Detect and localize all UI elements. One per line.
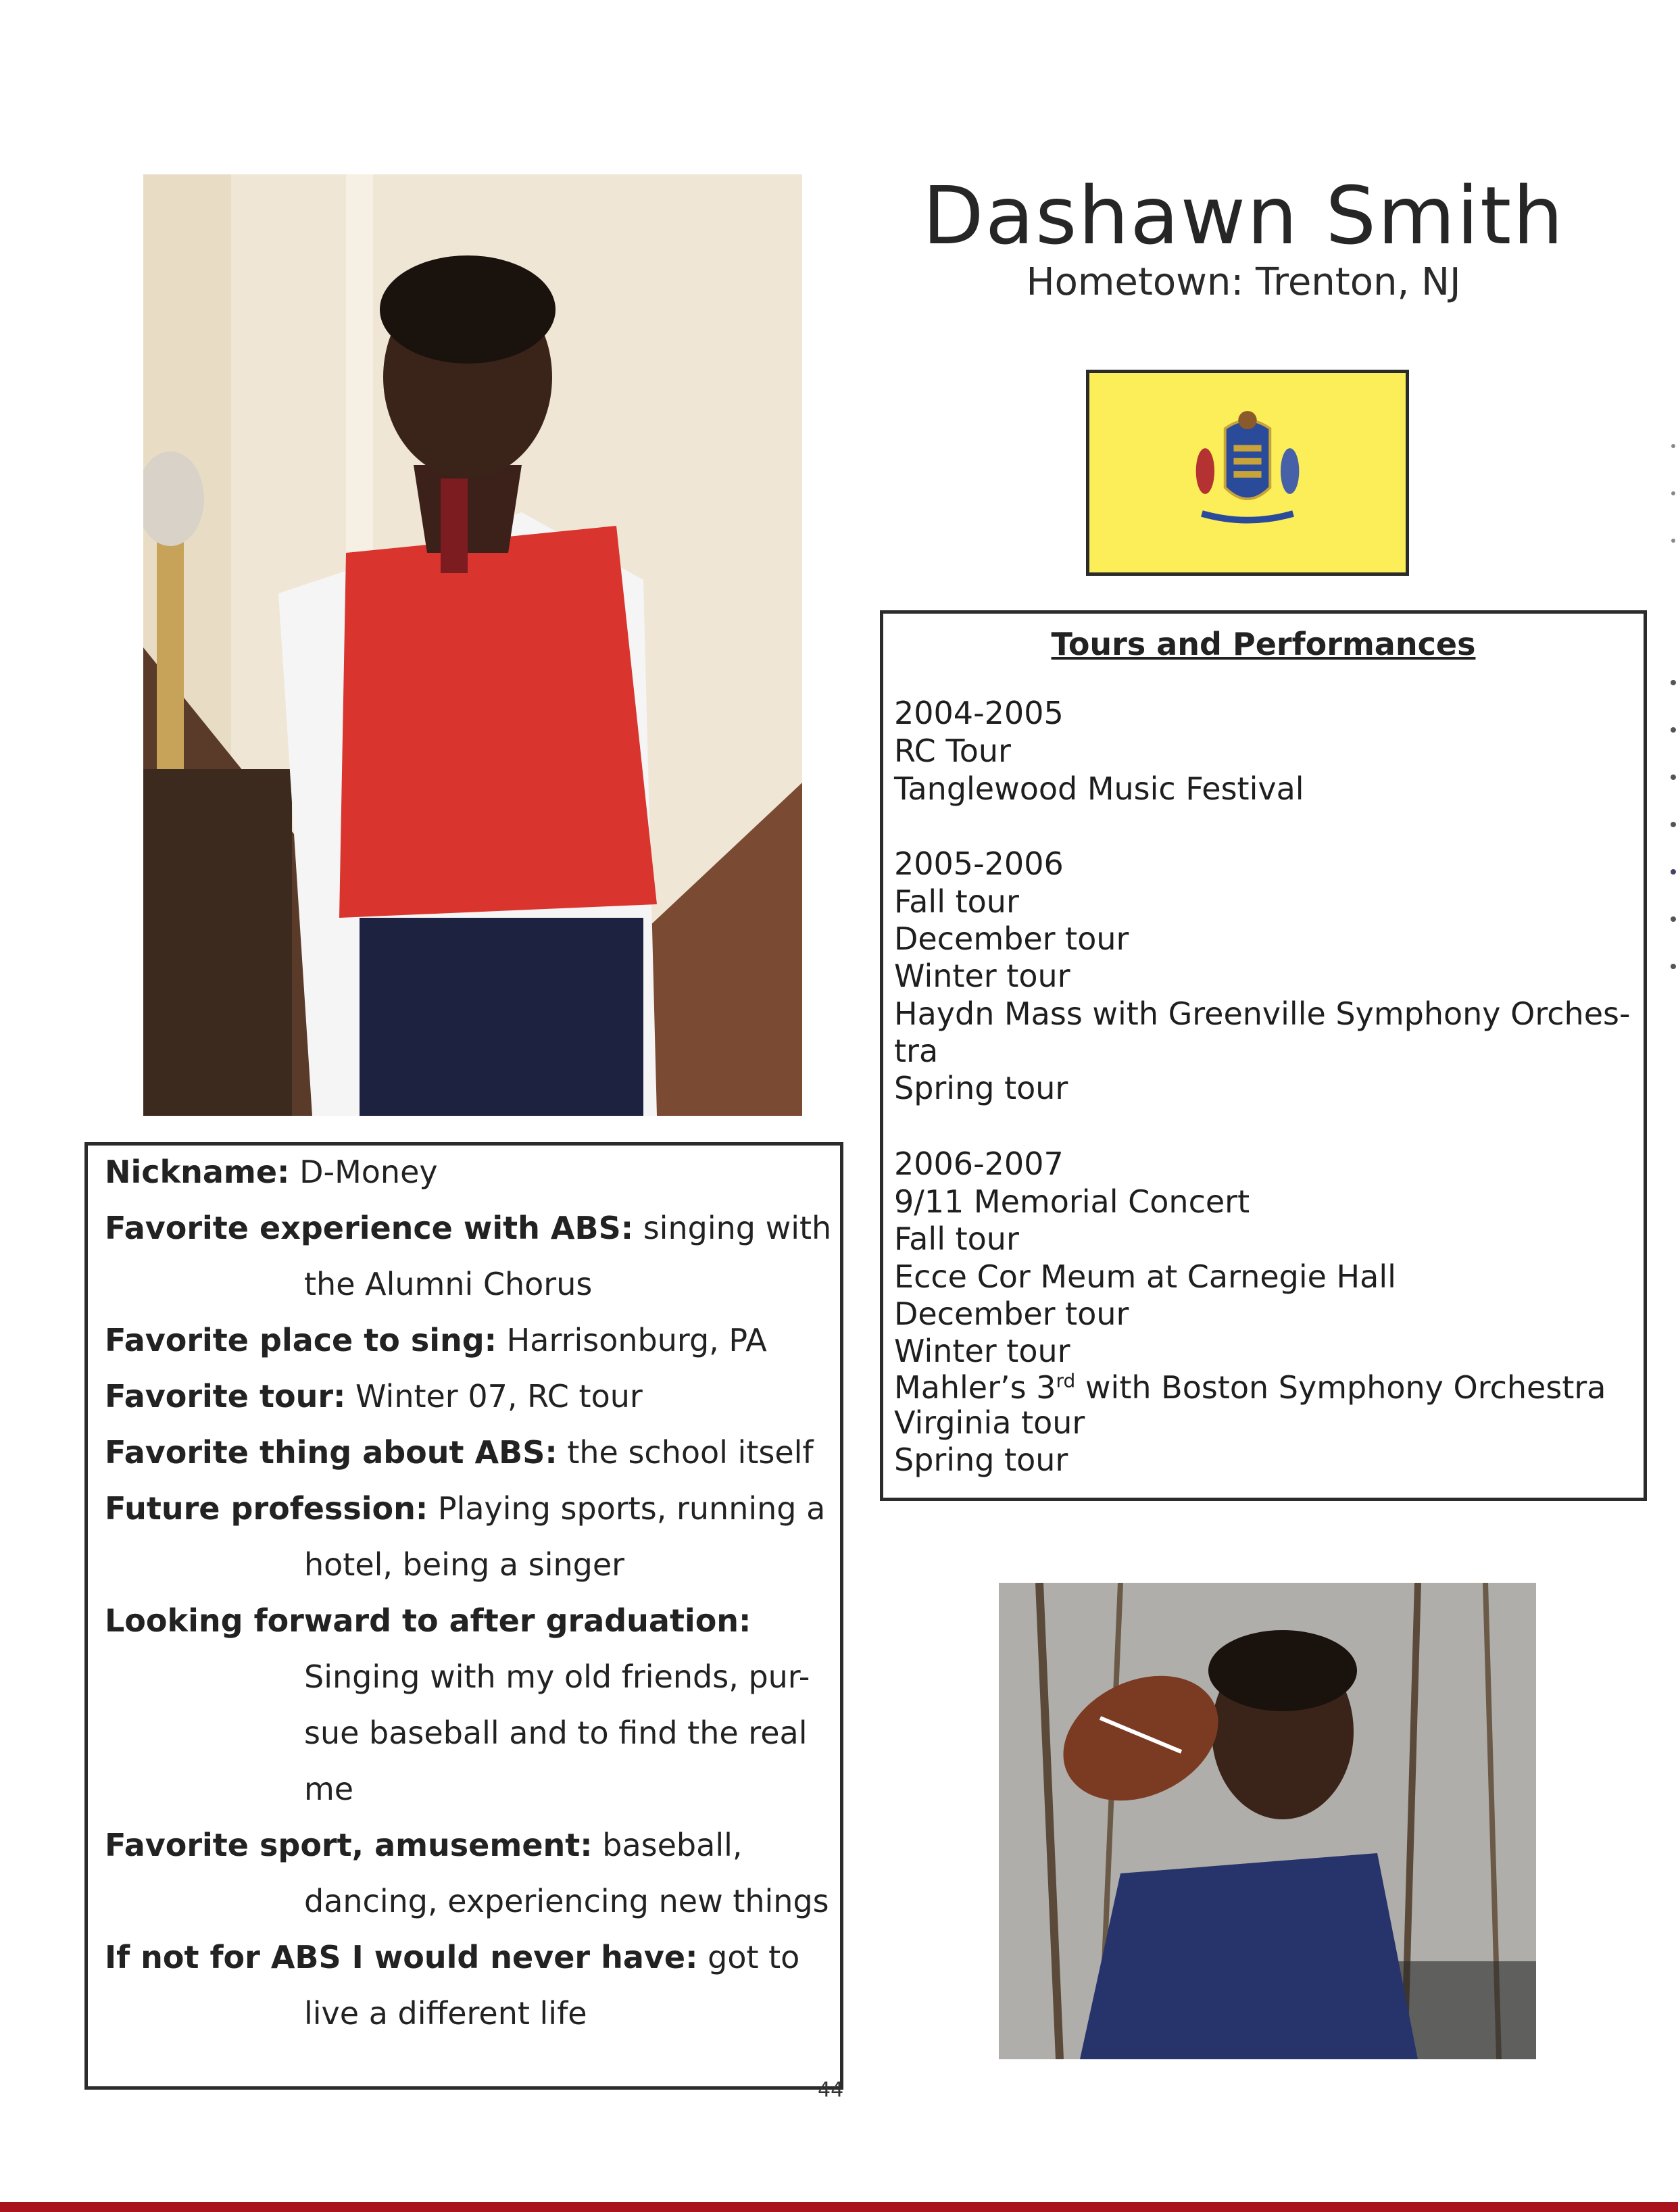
tour-item: Spring tour [894, 1070, 1068, 1106]
mahler-rest: with Boston Symphony Orchestra [1075, 1369, 1606, 1406]
bio-nickname: Nickname: D-Money [105, 1154, 438, 1190]
bottom-border [0, 2202, 1678, 2212]
mahler-superscript: rd [1056, 1369, 1076, 1392]
bio-never-have: If not for ABS I would never have: got to [105, 1939, 800, 1975]
tours-title: Tours and Performances [1051, 626, 1476, 662]
tour-item: tra [894, 1033, 939, 1069]
tour-item: Winter tour [894, 958, 1070, 994]
bio-fav-sport: Favorite sport, amusement: baseball, [105, 1827, 743, 1863]
bio-fav-experience-cont: the Alumni Chorus [304, 1266, 593, 1302]
year-heading: 2005-2006 [894, 845, 1064, 882]
tour-item: 9/11 Memorial Concert [894, 1183, 1250, 1220]
bio-fav-tour: Favorite tour: Winter 07, RC tour [105, 1378, 643, 1415]
tour-item: Fall tour [894, 1221, 1019, 1257]
page-number: 44 [818, 2078, 844, 2102]
adjacent-page-edge [1667, 433, 1678, 987]
bio-fav-experience: Favorite experience with ABS: singing with [105, 1210, 832, 1246]
bio-fav-sport-cont: dancing, experiencing new things [304, 1883, 829, 1919]
bio-fav-thing: Favorite thing about ABS: the school itself [105, 1434, 814, 1471]
tour-item: Fall tour [894, 883, 1019, 920]
mahler-text: Mahler’s 3 [894, 1369, 1056, 1406]
tour-item: RC Tour [894, 733, 1011, 769]
tour-item: Haydn Mass with Greenville Symphony Orches- [894, 996, 1631, 1032]
action-photo [999, 1583, 1536, 2059]
tour-item: December tour [894, 920, 1129, 957]
bio-fav-place: Favorite place to sing: Harrisonburg, PA [105, 1322, 767, 1358]
tours-performances-box [880, 610, 1647, 1501]
tour-item: December tour [894, 1296, 1129, 1332]
tour-item: Winter tour [894, 1333, 1070, 1369]
bio-looking-3: me [304, 1771, 354, 1807]
bio-future-cont: hotel, being a singer [304, 1546, 625, 1583]
portrait-photo [143, 174, 802, 1116]
new-jersey-flag-icon [1086, 370, 1409, 576]
bio-looking-2: sue baseball and to find the real [304, 1715, 808, 1751]
bio-never-have-cont: live a different life [304, 1995, 587, 2032]
year-heading: 2004-2005 [894, 695, 1064, 731]
bio-future: Future profession: Playing sports, running a [105, 1490, 826, 1527]
bio-box [84, 1142, 843, 2090]
tour-item-mahler [894, 1369, 1606, 1406]
bio-looking-forward: Looking forward to after graduation: [105, 1602, 751, 1639]
tour-item: Virginia tour [894, 1404, 1085, 1441]
hometown: Hometown: Trenton, NJ [1026, 260, 1461, 304]
student-name: Dashawn Smith [922, 169, 1565, 262]
tour-item: Ecce Cor Meum at Carnegie Hall [894, 1258, 1396, 1295]
year-heading: 2006-2007 [894, 1146, 1064, 1182]
tour-item: Spring tour [894, 1442, 1068, 1478]
bio-looking-1: Singing with my old friends, pur- [304, 1658, 810, 1695]
tour-item: Tanglewood Music Festival [894, 770, 1304, 807]
